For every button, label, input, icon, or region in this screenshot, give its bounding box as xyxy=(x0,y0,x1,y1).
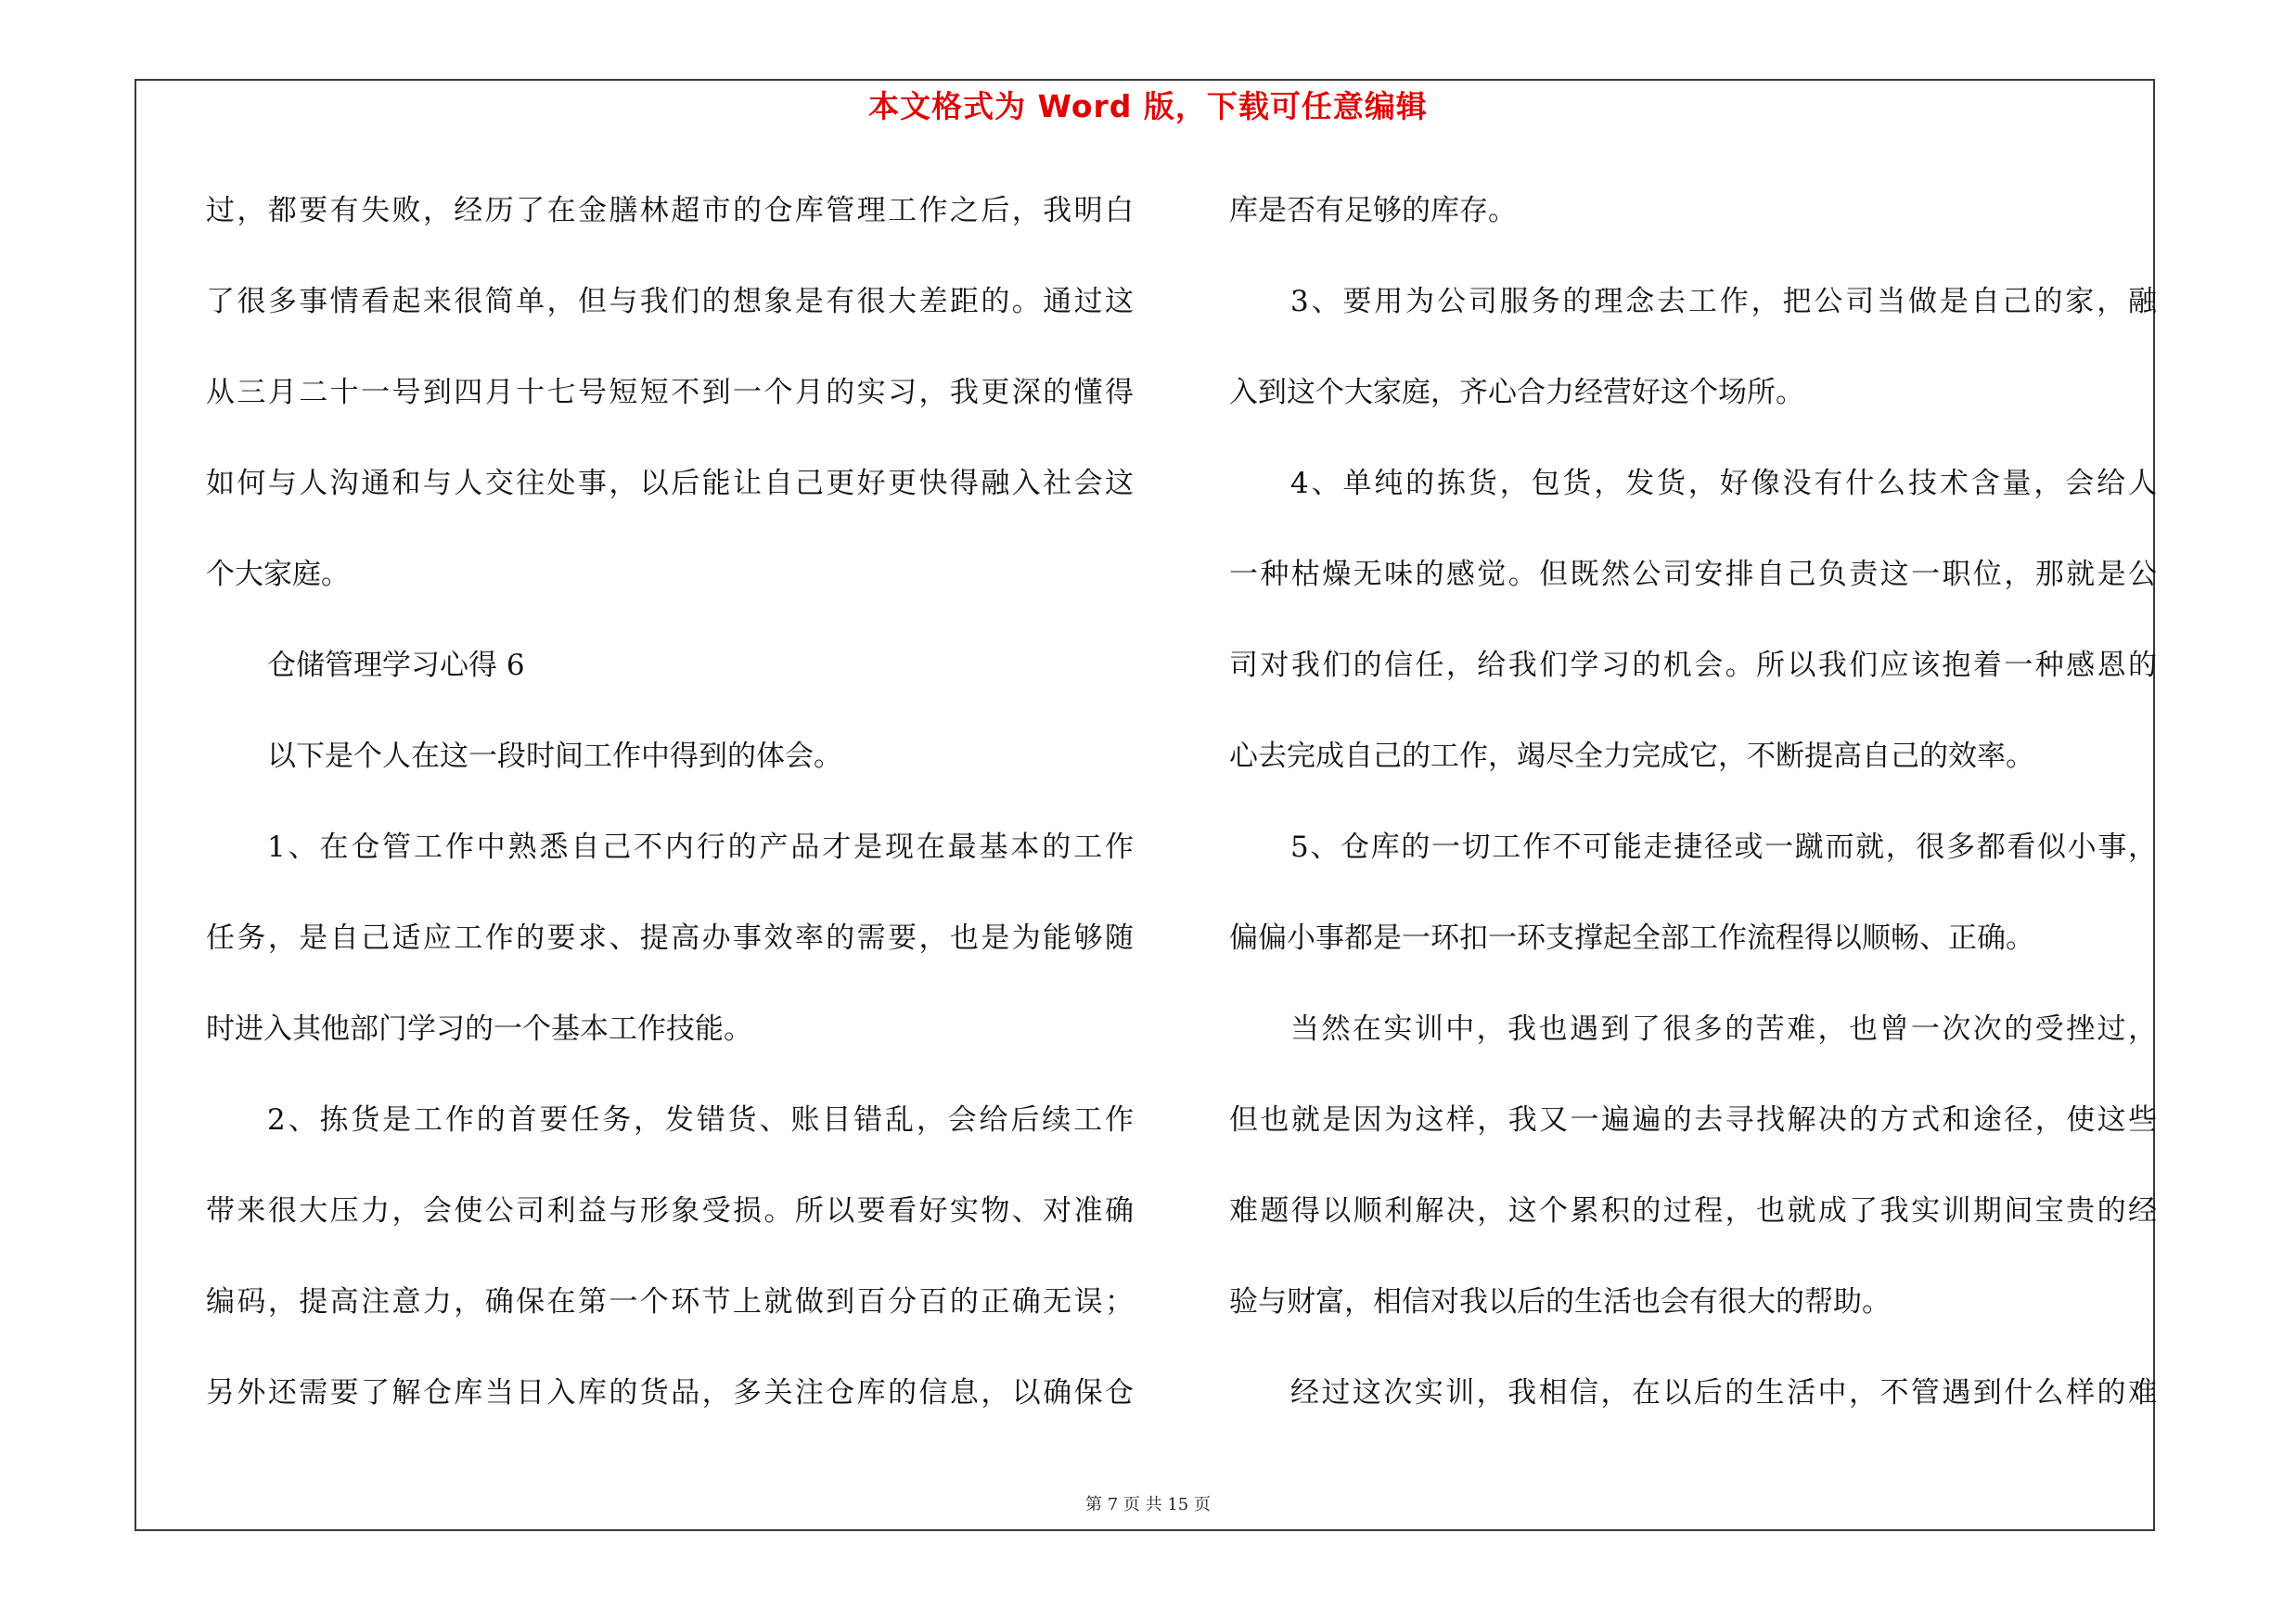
text-line: 编码，提高注意力，确保在第一个环节上就做到百分百的正确无误； xyxy=(206,1285,1134,1319)
page-number-footer: 第 7 页 共 15 页 xyxy=(1085,1495,1211,1514)
text-line: 仓储管理学习心得 6 xyxy=(267,649,525,682)
text-line: 4、单纯的拣货，包货，发货，好像没有什么技术含量，会给人 xyxy=(1290,467,2157,500)
text-line: 但也就是因为这样，我又一遍遍的去寻找解决的方式和途径，使这些 xyxy=(1229,1103,2157,1137)
text-line: 另外还需要了解仓库当日入库的货品，多关注仓库的信息，以确保仓 xyxy=(206,1376,1134,1410)
text-line: 从三月二十一号到四月十七号短短不到一个月的实习，我更深的懂得 xyxy=(206,376,1134,409)
text-line: 库是否有足够的库存。 xyxy=(1229,194,1517,227)
text-line: 3、要用为公司服务的理念去工作，把公司当做是自己的家，融 xyxy=(1290,285,2157,318)
text-line: 了很多事情看起来很简单，但与我们的想象是有很大差距的。通过这 xyxy=(206,285,1134,318)
text-line: 验与财富，相信对我以后的生活也会有很大的帮助。 xyxy=(1229,1285,1891,1319)
text-line: 个大家庭。 xyxy=(206,558,350,591)
text-line: 以下是个人在这一段时间工作中得到的体会。 xyxy=(267,740,842,773)
text-line: 司对我们的信任，给我们学习的机会。所以我们应该抱着一种感恩的 xyxy=(1229,649,2157,682)
text-line: 入到这个大家庭，齐心合力经营好这个场所。 xyxy=(1229,376,1804,409)
text-line: 过，都要有失败，经历了在金膳林超市的仓库管理工作之后，我明白 xyxy=(206,194,1134,227)
left-text-column xyxy=(206,178,1134,1451)
text-line: 任务，是自己适应工作的要求、提高办事效率的需要，也是为能够随 xyxy=(206,921,1134,955)
text-line: 偏偏小事都是一环扣一环支撑起全部工作流程得以顺畅、正确。 xyxy=(1229,921,2034,955)
text-line: 时进入其他部门学习的一个基本工作技能。 xyxy=(206,1012,752,1046)
text-line: 心去完成自己的工作，竭尽全力完成它，不断提高自己的效率。 xyxy=(1229,740,2034,773)
right-text-column xyxy=(1229,178,2157,1451)
text-line: 当然在实训中，我也遇到了很多的苦难，也曾一次次的受挫过， xyxy=(1290,1012,2157,1046)
text-line: 难题得以顺利解决，这个累积的过程，也就成了我实训期间宝贵的经 xyxy=(1229,1194,2157,1228)
text-line: 5、仓库的一切工作不可能走捷径或一蹴而就，很多都看似小事， xyxy=(1290,831,2157,864)
text-line: 经过这次实训，我相信，在以后的生活中，不管遇到什么样的难 xyxy=(1290,1376,2157,1410)
format-banner: 本文格式为 Word 版，下载可任意编辑 xyxy=(868,88,1428,124)
text-line: 2、拣货是工作的首要任务，发错货、账目错乱，会给后续工作 xyxy=(267,1103,1134,1137)
text-line: 如何与人沟通和与人交往处事，以后能让自己更好更快得融入社会这 xyxy=(206,467,1134,500)
text-line: 带来很大压力，会使公司利益与形象受损。所以要看好实物、对准确 xyxy=(206,1194,1134,1228)
text-line: 1、在仓管工作中熟悉自己不内行的产品才是现在最基本的工作 xyxy=(267,831,1134,864)
text-line: 一种枯燥无味的感觉。但既然公司安排自己负责这一职位，那就是公 xyxy=(1229,558,2157,591)
